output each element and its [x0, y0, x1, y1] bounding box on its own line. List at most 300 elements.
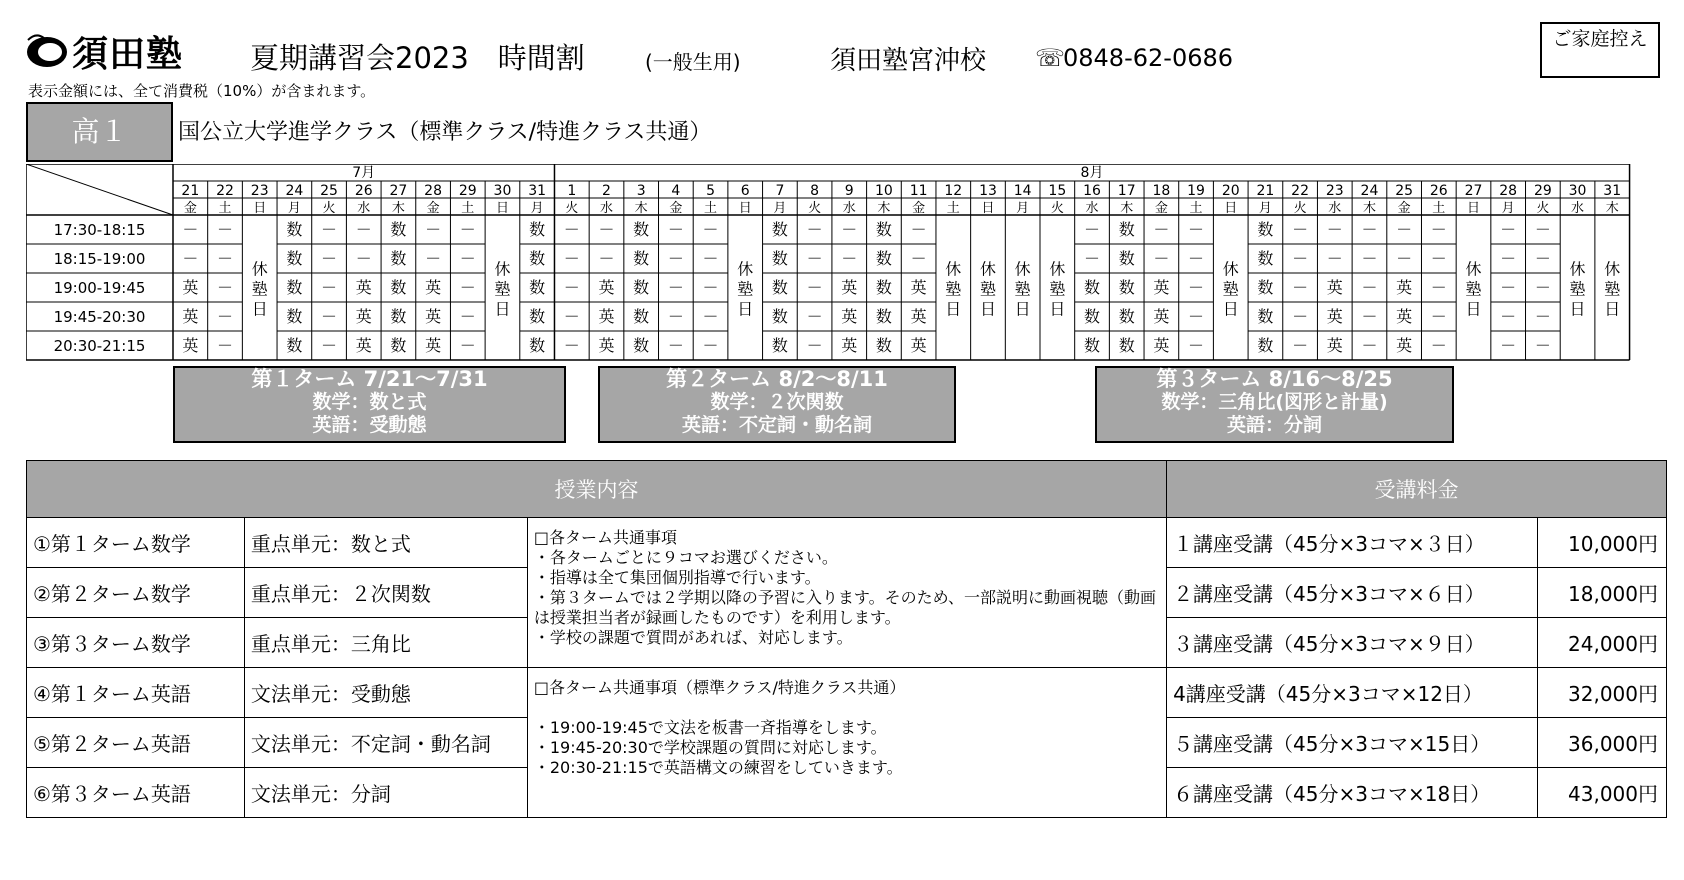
- grade-badge: 高１: [26, 102, 173, 162]
- schedule-cell: －: [806, 249, 823, 268]
- schedule-cell: 数: [1084, 307, 1101, 326]
- term-math: 数学：三角比(図形と計量): [1161, 391, 1388, 413]
- closed-day-label: 塾: [1465, 279, 1482, 299]
- schedule-cell: －: [1361, 336, 1378, 355]
- closed-day-label: 日: [1014, 299, 1031, 319]
- schedule-cell: －: [1153, 249, 1170, 268]
- fee-header: 受講料金: [1167, 461, 1667, 518]
- logo: [24, 24, 209, 76]
- schedule-cell: 英: [1326, 307, 1343, 326]
- date-label: 25: [1395, 183, 1414, 199]
- weekday-label: 水: [1085, 201, 1099, 216]
- schedule-cell: 英: [1396, 307, 1413, 326]
- date-label: 4: [671, 183, 681, 199]
- date-label: 27: [1464, 183, 1483, 199]
- schedule-cell: 英: [598, 336, 615, 355]
- weekday-label: 土: [218, 201, 232, 216]
- schedule-cell: 数: [1118, 307, 1135, 326]
- course-name-cell: ⑤第２ターム英語: [27, 718, 245, 768]
- schedule-cell: 数: [633, 220, 650, 239]
- weekday-label: 月: [530, 201, 544, 216]
- schedule-cell: －: [1361, 220, 1378, 239]
- note-line: ・19:45-20:30で学校課題の質問に対応します。: [533, 738, 887, 757]
- schedule-cell: －: [806, 220, 823, 239]
- weekday-label: 金: [1154, 201, 1168, 216]
- schedule-cell: －: [667, 307, 684, 326]
- closed-day-label: 休: [251, 259, 268, 279]
- schedule-cell: －: [1292, 336, 1309, 355]
- schedule-cell: 数: [1084, 278, 1101, 297]
- time-label: 19:45-20:30: [53, 308, 146, 326]
- fee-price-cell: 36,000円: [1538, 718, 1667, 768]
- note-line: [534, 698, 1160, 718]
- date-label: 24: [285, 183, 304, 199]
- closed-day-label: 休: [494, 259, 511, 279]
- fee-price-cell: 24,000円: [1538, 618, 1667, 668]
- schedule-cell: －: [217, 278, 234, 297]
- schedule-cell: 数: [875, 336, 892, 355]
- schedule-cell: －: [598, 220, 615, 239]
- weekday-label: 金: [912, 201, 926, 216]
- schedule-cell: 英: [425, 307, 442, 326]
- date-label: 14: [1013, 183, 1032, 199]
- schedule-cell: 数: [1118, 278, 1135, 297]
- weekday-label: 土: [704, 201, 718, 216]
- weekday-label: 木: [877, 201, 891, 216]
- closed-day-label: 塾: [1569, 279, 1586, 299]
- closed-day-label: 日: [1569, 299, 1586, 319]
- schedule-cell: 英: [425, 278, 442, 297]
- closed-day-label: 塾: [945, 279, 962, 299]
- schedule-svg: [26, 164, 1668, 364]
- schedule-cell: －: [1500, 336, 1517, 355]
- schedule-cell: 英: [1396, 336, 1413, 355]
- closed-day-label: 休: [1049, 259, 1066, 279]
- schedule-cell: 英: [598, 307, 615, 326]
- course-info-table: [26, 460, 1667, 818]
- schedule-cell: 数: [633, 249, 650, 268]
- date-label: 25: [320, 183, 338, 199]
- weekday-label: 木: [1605, 201, 1619, 216]
- schedule-cell: 数: [529, 220, 546, 239]
- schedule-cell: －: [321, 278, 338, 297]
- schedule-cell: 数: [771, 278, 788, 297]
- term-english: 英語：受動態: [312, 414, 427, 436]
- schedule-cell: 数: [875, 249, 892, 268]
- school-name: 須田塾宮沖校: [830, 46, 987, 76]
- schedule-cell: －: [459, 220, 476, 239]
- schedule-cell: 数: [771, 249, 788, 268]
- weekday-label: 水: [1328, 201, 1342, 216]
- weekday-label: 月: [773, 201, 787, 216]
- schedule-cell: 数: [286, 249, 303, 268]
- schedule-cell: －: [563, 307, 580, 326]
- math-notes: [527, 518, 1166, 668]
- schedule-cell: 英: [355, 307, 372, 326]
- tax-note: 表示金額には、全て消費税（10%）が含まれます。: [28, 82, 376, 100]
- schedule-cell: 数: [633, 307, 650, 326]
- weekday-label: 金: [426, 201, 440, 216]
- note-line: □各ターム共通事項（標準クラス/特進クラス共通）: [533, 678, 906, 697]
- note-line: □各ターム共通事項: [533, 528, 677, 547]
- weekday-label: 月: [1258, 201, 1272, 216]
- schedule-cell: －: [217, 336, 234, 355]
- weekday-label: 木: [1362, 201, 1376, 216]
- weekday-label: 月: [1501, 201, 1515, 216]
- closed-day-label: 塾: [979, 279, 996, 299]
- schedule-cell: 数: [1257, 220, 1274, 239]
- schedule-cell: 英: [910, 278, 927, 297]
- closed-day-label: 休: [1465, 259, 1482, 279]
- fee-label-cell: ２講座受講（45分×3コマ×６日）: [1167, 568, 1538, 618]
- schedule-cell: 数: [1118, 336, 1135, 355]
- schedule-cell: 英: [1396, 278, 1413, 297]
- schedule-cell: －: [1534, 307, 1551, 326]
- page-subtitle: (一般生用): [645, 50, 741, 74]
- closed-day-label: 塾: [494, 279, 511, 299]
- month-label: 7月: [352, 165, 376, 181]
- schedule-cell: 数: [390, 278, 407, 297]
- schedule-cell: 数: [390, 336, 407, 355]
- date-label: 18: [1152, 183, 1171, 199]
- schedule-cell: 数: [875, 307, 892, 326]
- date-label: 26: [354, 183, 373, 199]
- schedule-cell: －: [1430, 307, 1447, 326]
- schedule-cell: －: [459, 278, 476, 297]
- schedule-cell: －: [1292, 249, 1309, 268]
- schedule-cell: －: [1153, 220, 1170, 239]
- closed-day-label: 休: [945, 259, 962, 279]
- date-label: 15: [1048, 183, 1067, 199]
- schedule-cell: 数: [529, 307, 546, 326]
- schedule-cell: －: [1430, 336, 1447, 355]
- term-math: 数学：数と式: [312, 391, 427, 413]
- schedule-cell: －: [1534, 336, 1551, 355]
- schedule-cell: 英: [910, 307, 927, 326]
- schedule-cell: －: [355, 220, 372, 239]
- time-label: 18:15-19:00: [53, 250, 146, 268]
- date-label: 29: [1533, 183, 1552, 199]
- date-label: 22: [216, 183, 234, 199]
- schedule-cell: －: [667, 220, 684, 239]
- term-title: 第２ターム 8/2～8/11: [666, 367, 888, 391]
- weekday-label: 月: [1016, 201, 1030, 216]
- schedule-cell: 数: [1257, 336, 1274, 355]
- weekday-label: 土: [1189, 201, 1203, 216]
- weekday-label: 土: [461, 201, 475, 216]
- schedule-cell: －: [182, 249, 199, 268]
- term-box-2: [598, 366, 956, 443]
- schedule-cell: －: [702, 249, 719, 268]
- term-box-3: [1095, 366, 1454, 443]
- weekday-label: 日: [495, 201, 509, 216]
- schedule-cell: －: [702, 278, 719, 297]
- term-box-1: [173, 366, 566, 443]
- schedule-cell: －: [1084, 249, 1101, 268]
- english-notes: [527, 668, 1166, 818]
- fee-price-cell: 18,000円: [1538, 568, 1667, 618]
- course-unit-cell: 文法単元：分詞: [244, 768, 527, 818]
- date-label: 2: [602, 183, 611, 199]
- schedule-cell: －: [1430, 220, 1447, 239]
- weekday-label: 火: [1293, 201, 1307, 216]
- schedule-cell: －: [1188, 249, 1205, 268]
- course-name-cell: ③第３ターム数学: [27, 618, 245, 668]
- weekday-label: 火: [808, 201, 822, 216]
- phone-number-text: 0848-62-0686: [1063, 44, 1234, 72]
- weekday-label: 土: [1432, 201, 1446, 216]
- course-unit-cell: 重点単元：数と式: [244, 518, 527, 568]
- schedule-cell: 数: [1257, 278, 1274, 297]
- weekday-label: 日: [1224, 201, 1238, 216]
- schedule-cell: 数: [1084, 336, 1101, 355]
- weekday-label: 日: [1466, 201, 1481, 216]
- date-label: 10: [875, 183, 893, 199]
- course-name-cell: ①第１ターム数学: [27, 518, 245, 568]
- date-label: 13: [979, 183, 997, 199]
- page-title: 夏期講習会2023 時間割: [250, 41, 585, 75]
- schedule-cell: －: [806, 336, 823, 355]
- schedule-cell: 数: [1118, 249, 1135, 268]
- schedule-cell: －: [702, 336, 719, 355]
- schedule-cell: －: [563, 220, 580, 239]
- header-diagonal: [26, 164, 173, 215]
- note-line: ・20:30-21:15で英語構文の練習をしていきます。: [533, 758, 903, 777]
- date-label: 19: [1187, 183, 1205, 199]
- schedule-cell: 数: [633, 336, 650, 355]
- schedule-cell: 数: [1257, 307, 1274, 326]
- schedule-cell: －: [1084, 220, 1101, 239]
- weekday-label: 土: [946, 201, 960, 216]
- schedule-cell: 英: [910, 336, 927, 355]
- fee-label-cell: ５講座受講（45分×3コマ×15日）: [1167, 718, 1538, 768]
- date-label: 31: [1603, 183, 1622, 199]
- schedule-cell: 数: [875, 220, 892, 239]
- schedule-cell: －: [702, 220, 719, 239]
- table-row: [27, 518, 1667, 568]
- course-unit-cell: 重点単元：三角比: [244, 618, 527, 668]
- fee-price-cell: 32,000円: [1538, 668, 1667, 718]
- date-label: 7: [775, 183, 785, 199]
- course-unit-cell: 文法単元：不定詞・動名詞: [244, 718, 527, 768]
- closed-day-label: 休: [1604, 259, 1621, 279]
- date-label: 1: [567, 183, 577, 199]
- closed-day-label: 休: [737, 259, 754, 279]
- schedule-cell: －: [1500, 220, 1517, 239]
- date-label: 21: [1256, 183, 1275, 199]
- closed-day-label: 休: [979, 259, 996, 279]
- schedule-cell: 英: [425, 336, 442, 355]
- course-name-cell: ⑥第３ターム英語: [27, 768, 245, 818]
- date-label: 30: [493, 183, 512, 199]
- time-label: 19:00-19:45: [53, 279, 146, 297]
- time-label: 20:30-21:15: [53, 337, 146, 355]
- course-unit-cell: 文法単元：受動態: [244, 668, 527, 718]
- schedule-cell: －: [1326, 220, 1343, 239]
- term-title: 第１ターム 7/21～7/31: [251, 367, 488, 391]
- weekday-label: 火: [322, 201, 336, 216]
- weekday-label: 木: [634, 201, 648, 216]
- closed-day-label: 塾: [1014, 279, 1031, 299]
- closed-day-label: 日: [1465, 299, 1482, 319]
- term-math: 数学：２次関数: [710, 391, 844, 413]
- schedule-cell: 英: [182, 278, 199, 297]
- date-label: 21: [181, 183, 200, 199]
- schedule-cell: 数: [771, 220, 788, 239]
- schedule-cell: －: [321, 336, 338, 355]
- fee-price-cell: 10,000円: [1538, 518, 1667, 568]
- weekday-label: 月: [287, 201, 301, 216]
- date-label: 24: [1360, 183, 1379, 199]
- schedule-cell: －: [598, 249, 615, 268]
- schedule-cell: －: [806, 278, 823, 297]
- date-label: 26: [1429, 183, 1448, 199]
- schedule-cell: 数: [390, 249, 407, 268]
- closed-day-label: 日: [1049, 299, 1066, 319]
- schedule-cell: 英: [841, 307, 858, 326]
- schedule-cell: 英: [182, 307, 199, 326]
- schedule-cell: 英: [1326, 278, 1343, 297]
- note-line: ・指導は全て集団個別指導で行います。: [533, 568, 821, 587]
- copy-label-box: ご家庭控え: [1540, 22, 1660, 78]
- closed-day-label: 塾: [1604, 279, 1621, 299]
- course-name: 国公立大学進学クラス（標準クラス/特進クラス共通）: [178, 120, 712, 145]
- weekday-label: 水: [1571, 201, 1585, 216]
- schedule-cell: 数: [390, 307, 407, 326]
- schedule-cell: －: [841, 220, 858, 239]
- note-line: ・19:00-19:45で文法を板書一斉指導をします。: [533, 718, 887, 737]
- schedule-cell: －: [1500, 249, 1517, 268]
- schedule-cell: －: [1292, 220, 1309, 239]
- closed-day-label: 塾: [1222, 279, 1239, 299]
- course-unit-cell: 重点単元：２次関数: [244, 568, 527, 618]
- schedule-cell: －: [217, 249, 234, 268]
- date-label: 11: [909, 183, 928, 199]
- date-label: 30: [1568, 183, 1587, 199]
- schedule-cell: 英: [1153, 336, 1170, 355]
- content-header: 授業内容: [27, 461, 1167, 518]
- term-english: 英語：不定詞・動名詞: [681, 414, 872, 436]
- schedule-cell: 数: [286, 336, 303, 355]
- schedule-cell: －: [1534, 278, 1551, 297]
- closed-day-label: 塾: [251, 279, 268, 299]
- weekday-label: 水: [357, 201, 371, 216]
- closed-day-label: 日: [251, 299, 268, 319]
- schedule-cell: 英: [1153, 278, 1170, 297]
- fee-label-cell: 4講座受講（45分×3コマ×12日）: [1167, 668, 1538, 718]
- schedule-cell: －: [1361, 278, 1378, 297]
- date-label: 12: [944, 183, 963, 199]
- schedule-cell: －: [217, 307, 234, 326]
- schedule-cell: －: [1396, 220, 1413, 239]
- course-name-cell: ④第１ターム英語: [27, 668, 245, 718]
- date-label: 29: [458, 183, 477, 199]
- schedule-cell: －: [1500, 278, 1517, 297]
- schedule-cell: －: [459, 336, 476, 355]
- date-label: 28: [424, 183, 443, 199]
- schedule-cell: －: [1188, 336, 1205, 355]
- month-label: 8月: [1080, 165, 1104, 181]
- schedule-cell: 数: [1118, 220, 1135, 239]
- fee-label-cell: ６講座受講（45分×3コマ×18日）: [1167, 768, 1538, 818]
- schedule-cell: 数: [286, 278, 303, 297]
- table-header-row: [27, 461, 1667, 518]
- schedule-cell: －: [563, 278, 580, 297]
- schedule-grid: [26, 164, 1668, 368]
- schedule-cell: 英: [1326, 336, 1343, 355]
- time-label: 17:30-18:15: [53, 221, 146, 239]
- schedule-cell: －: [321, 307, 338, 326]
- course-name-cell: ②第２ターム数学: [27, 568, 245, 618]
- date-label: 17: [1117, 183, 1136, 199]
- schedule-cell: 英: [182, 336, 199, 355]
- weekday-label: 火: [1050, 201, 1064, 216]
- weekday-label: 金: [183, 201, 197, 216]
- closed-day-label: 休: [1014, 259, 1031, 279]
- weekday-label: 金: [669, 201, 683, 216]
- schedule-cell: －: [667, 249, 684, 268]
- schedule-cell: 数: [875, 278, 892, 297]
- date-label: 3: [636, 183, 646, 199]
- term-title: 第３ターム 8/16～8/25: [1156, 367, 1393, 391]
- date-label: 16: [1083, 183, 1101, 199]
- weekday-label: 日: [981, 201, 995, 216]
- schedule-cell: 数: [529, 336, 546, 355]
- schedule-cell: －: [910, 249, 927, 268]
- date-label: 23: [250, 183, 269, 199]
- date-label: 5: [706, 183, 716, 199]
- schedule-cell: －: [841, 249, 858, 268]
- date-label: 22: [1291, 183, 1310, 199]
- schedule-cell: 数: [1257, 249, 1274, 268]
- schedule-cell: －: [1361, 249, 1378, 268]
- closed-day-label: 塾: [737, 279, 754, 299]
- closed-day-label: 日: [979, 299, 996, 319]
- table-row: [27, 668, 1667, 718]
- schedule-cell: －: [910, 220, 927, 239]
- schedule-cell: －: [1534, 220, 1551, 239]
- schedule-cell: －: [321, 249, 338, 268]
- fee-label-cell: １講座受講（45分×3コマ×３日）: [1167, 518, 1538, 568]
- phone-number: [1035, 44, 1233, 72]
- closed-day-label: 日: [1222, 299, 1239, 319]
- schedule-cell: 数: [286, 307, 303, 326]
- schedule-cell: －: [1430, 249, 1447, 268]
- schedule-cell: －: [217, 220, 234, 239]
- schedule-cell: －: [459, 307, 476, 326]
- schedule-cell: －: [182, 220, 199, 239]
- schedule-cell: 数: [771, 307, 788, 326]
- schedule-cell: －: [667, 278, 684, 297]
- fee-price-cell: 43,000円: [1538, 768, 1667, 818]
- closed-day-label: 日: [1604, 299, 1621, 319]
- schedule-cell: 英: [355, 336, 372, 355]
- weekday-label: 火: [565, 201, 579, 216]
- date-label: 28: [1499, 183, 1518, 199]
- schedule-cell: 数: [529, 278, 546, 297]
- closed-day-label: 休: [1222, 259, 1239, 279]
- schedule-cell: －: [1188, 307, 1205, 326]
- term-english: 英語：分詞: [1226, 414, 1322, 436]
- schedule-cell: 数: [771, 336, 788, 355]
- weekday-label: 水: [599, 201, 614, 216]
- schedule-cell: －: [1534, 249, 1551, 268]
- schedule-cell: －: [1430, 278, 1447, 297]
- schedule-cell: －: [1396, 249, 1413, 268]
- weekday-label: 水: [842, 201, 856, 216]
- schedule-cell: 数: [286, 220, 303, 239]
- weekday-label: 火: [1536, 201, 1550, 216]
